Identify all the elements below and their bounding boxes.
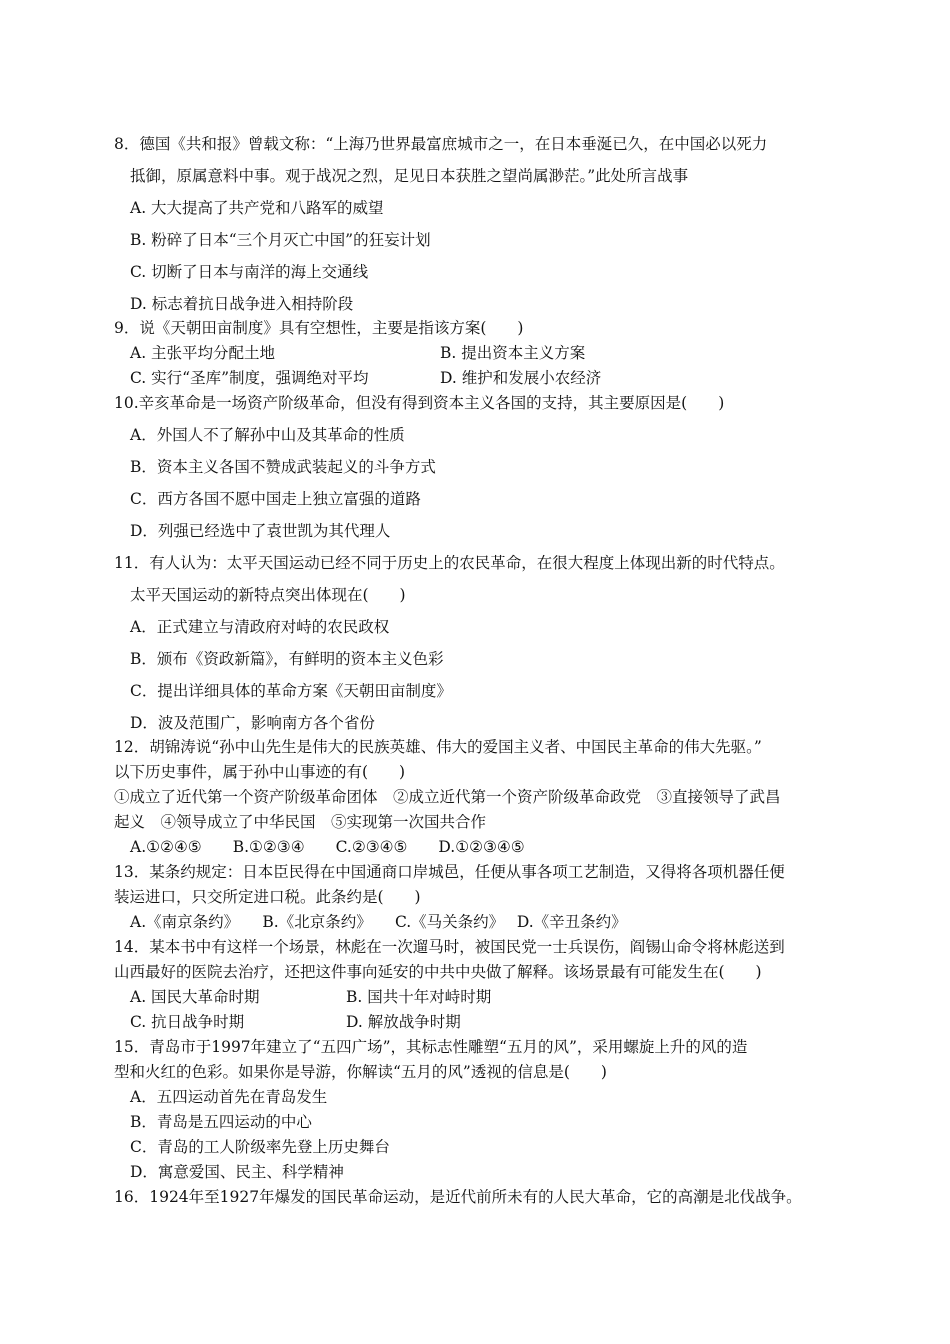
question-11-stem-line2: 太平天国运动的新特点突出体现在( ) — [130, 586, 406, 604]
question-12-stem-line4: 起义 ④领导成立了中华民国 ⑤实现第一次国共合作 — [114, 813, 487, 831]
question-8-option-c: C. 切断了日本与南洋的海上交通线 — [130, 263, 369, 281]
question-13-stem-line2: 装运进口，只交所定进口税。此条约是( ) — [114, 888, 421, 906]
question-10-option-a: A．外国人不了解孙中山及其革命的性质 — [130, 426, 405, 444]
question-14-stem-line2: 山西最好的医院去治疗，还把这件事向延安的中共中央做了解释。该场景最有可能发生在( ) — [114, 963, 762, 981]
question-10-option-c: C．西方各国不愿中国走上独立富强的道路 — [130, 490, 421, 508]
question-9-stem: 9．说《天朝田亩制度》具有空想性，主要是指该方案( ) — [114, 319, 524, 337]
question-8-option-b: B. 粉碎了日本“三个月灭亡中国”的狂妄计划 — [130, 231, 431, 249]
question-9-option-b: B. 提出资本主义方案 — [440, 344, 586, 362]
question-10-option-d: D．列强已经选中了袁世凯为其代理人 — [130, 522, 391, 540]
question-15-option-d: D．寓意爱国、民主、科学精神 — [130, 1163, 344, 1181]
question-11-option-c: C．提出详细具体的革命方案《天朝田亩制度》 — [130, 682, 452, 700]
question-12-options: A.①②④⑤ B.①②③④ C.②③④⑤ D.①②③④⑤ — [130, 838, 525, 856]
question-10-stem: 10.辛亥革命是一场资产阶级革命，但没有得到资本主义各国的支持，其主要原因是( ) — [114, 394, 725, 412]
question-12-stem-line1: 12．胡锦涛说“孙中山先生是伟大的民族英雄、伟大的爱国主义者、中国民主革命的伟大先驱。” — [114, 738, 762, 756]
question-11-option-a: A．正式建立与清政府对峙的农民政权 — [130, 618, 390, 636]
question-15-option-a: A．五四运动首先在青岛发生 — [130, 1088, 328, 1106]
question-12-stem-line3: ①成立了近代第一个资产阶级革命团体 ②成立近代第一个资产阶级革命政党 ③直接领导了武昌 — [114, 788, 781, 806]
question-15-stem-line2: 型和火红的色彩。如果你是导游，你解读“五月的风”透视的信息是( ) — [114, 1063, 607, 1081]
question-15-option-b: B．青岛是五四运动的中心 — [130, 1113, 312, 1131]
question-8-option-d: D. 标志着抗日战争进入相持阶段 — [130, 295, 354, 313]
question-11-option-d: D．波及范围广，影响南方各个省份 — [130, 714, 375, 732]
question-11-stem-line1: 11．有人认为：太平天国运动已经不同于历史上的农民革命，在很大程度上体现出新的时代特点。 — [114, 554, 785, 572]
question-9-option-d: D. 维护和发展小农经济 — [440, 369, 602, 387]
question-11-option-b: B．颁布《资政新篇》，有鲜明的资本主义色彩 — [130, 650, 444, 668]
question-12-stem-line2: 以下历史事件，属于孙中山事迹的有( ) — [114, 763, 406, 781]
question-8-option-a: A. 大大提高了共产党和八路军的威望 — [130, 199, 384, 217]
question-16-stem-line1: 16．1924年至1927年爆发的国民革命运动，是近代前所未有的人民大革命，它的高潮是北伐战争。 — [114, 1188, 802, 1206]
question-14-option-a: A. 国民大革命时期 — [130, 988, 260, 1006]
question-14-stem-line1: 14．某本书中有这样一个场景，林彪在一次遛马时，被国民党一士兵误伤，阎锡山命令将林彪送到 — [114, 938, 785, 956]
question-8-stem-line1: 8．德国《共和报》曾载文称：“上海乃世界最富庶城市之一，在日本垂涎已久，在中国必以死力 — [114, 135, 768, 153]
question-10-option-b: B．资本主义各国不赞成武装起义的斗争方式 — [130, 458, 436, 476]
question-14-option-d: D. 解放战争时期 — [346, 1013, 461, 1031]
question-9-option-c: C. 实行“圣库”制度，强调绝对平均 — [130, 369, 369, 387]
question-14-option-c: C. 抗日战争时期 — [130, 1013, 245, 1031]
question-15-option-c: C．青岛的工人阶级率先登上历史舞台 — [130, 1138, 390, 1156]
question-15-stem-line1: 15．青岛市于1997年建立了“五四广场”，其标志性雕塑“五月的风”，采用螺旋上升的风的造 — [114, 1038, 748, 1056]
question-8-stem-line2: 抵御，原属意料中事。观于战况之烈，足见日本获胜之望尚属渺茫。”此处所言战事 — [130, 167, 689, 185]
question-13-options: A.《南京条约》 B.《北京条约》 C.《马关条约》 D.《辛丑条约》 — [130, 913, 627, 931]
question-13-stem-line1: 13．某条约规定：日本臣民得在中国通商口岸城邑，任便从事各项工艺制造，又得将各项机器任便 — [114, 863, 785, 881]
question-9-option-a: A. 主张平均分配土地 — [130, 344, 276, 362]
question-14-option-b: B. 国共十年对峙时期 — [346, 988, 492, 1006]
